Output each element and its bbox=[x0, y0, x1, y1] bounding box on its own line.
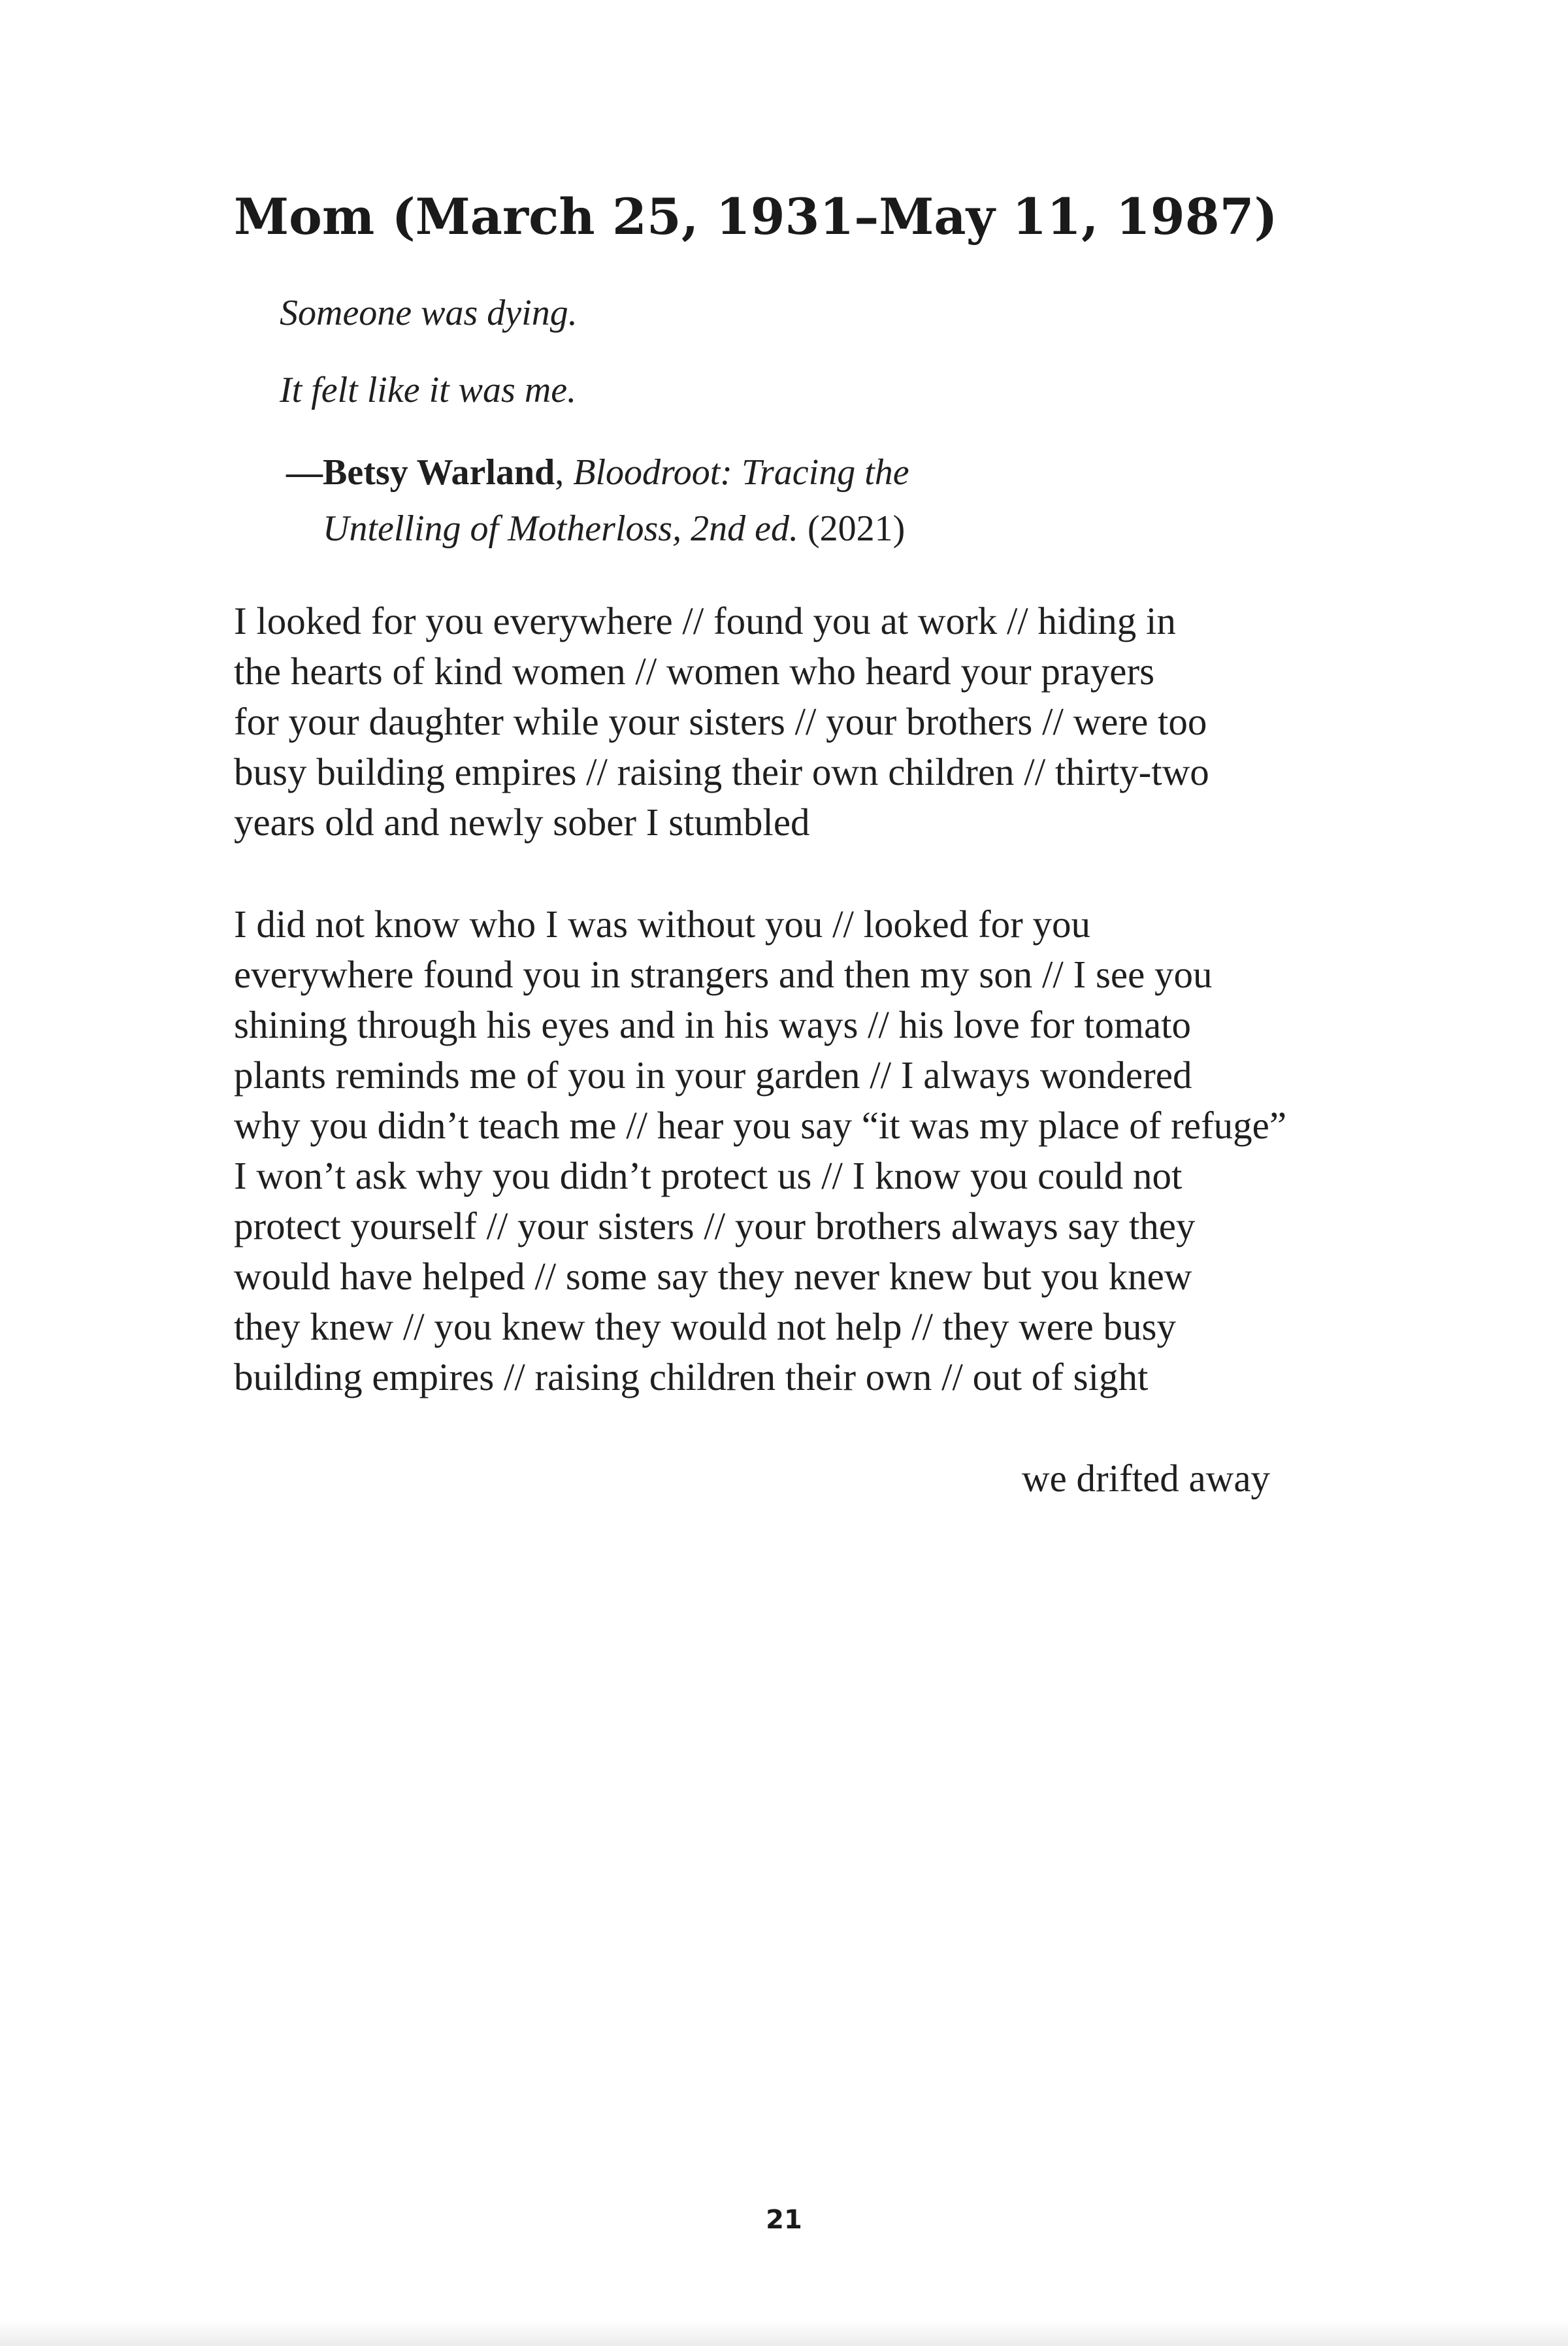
attribution-author: Betsy Warland bbox=[323, 452, 555, 493]
attribution-work-title-cont: Untelling of Motherloss, 2nd ed. bbox=[323, 508, 798, 549]
epigraph-attribution bbox=[286, 444, 1260, 557]
attribution-year: (2021) bbox=[798, 508, 906, 549]
page-number: 21 bbox=[766, 2205, 802, 2235]
closing-line: we drifted away bbox=[1022, 1457, 1271, 1500]
attribution-work-title: Bloodroot: Tracing the bbox=[573, 452, 909, 493]
poem-line: I looked for you everywhere // found you at work // hiding in bbox=[234, 599, 1176, 642]
attribution-separator: , bbox=[555, 452, 574, 493]
poem-line: I did not know who I was without you // looked for you bbox=[234, 902, 1090, 946]
stanza-1 bbox=[234, 596, 1345, 848]
poem-line: building empires // raising children their own // out of sight bbox=[234, 1355, 1149, 1398]
page-bottom-edge bbox=[0, 2320, 1568, 2346]
poem-line: shining through his eyes and in his ways // his love for tomato bbox=[234, 1003, 1192, 1046]
poem-line: for your daughter while your sisters // your brothers // were too bbox=[234, 700, 1207, 743]
epigraph-line: It felt like it was me. bbox=[280, 370, 577, 410]
poem-line: plants reminds me of you in your garden // I always wondered bbox=[234, 1053, 1192, 1097]
poem-title: Mom (March 25, 1931–May 11, 1987) bbox=[234, 188, 1278, 246]
epigraph-line: Someone was dying. bbox=[280, 293, 578, 333]
poem-line: why you didn’t teach me // hear you say “it was my place of refuge” bbox=[234, 1104, 1287, 1147]
poem-line: I won’t ask why you didn’t protect us // I know you could not bbox=[234, 1154, 1183, 1197]
poem-line: years old and newly sober I stumbled bbox=[234, 801, 810, 844]
poem-line: protect yourself // your sisters // your brothers always say they bbox=[234, 1204, 1196, 1247]
epigraph bbox=[280, 290, 1260, 557]
poem-line: everywhere found you in strangers and then my son // I see you bbox=[234, 953, 1213, 996]
poem-line: busy building empires // raising their own children // thirty-two bbox=[234, 750, 1209, 793]
poem-line: the hearts of kind women // women who heard your prayers bbox=[234, 650, 1155, 693]
stanza-2 bbox=[234, 899, 1345, 1402]
attribution-dash: — bbox=[286, 452, 323, 493]
poem-line: would have helped // some say they never knew but you knew bbox=[234, 1255, 1192, 1298]
poem-line: they knew // you knew they would not help // they were busy bbox=[234, 1305, 1176, 1348]
